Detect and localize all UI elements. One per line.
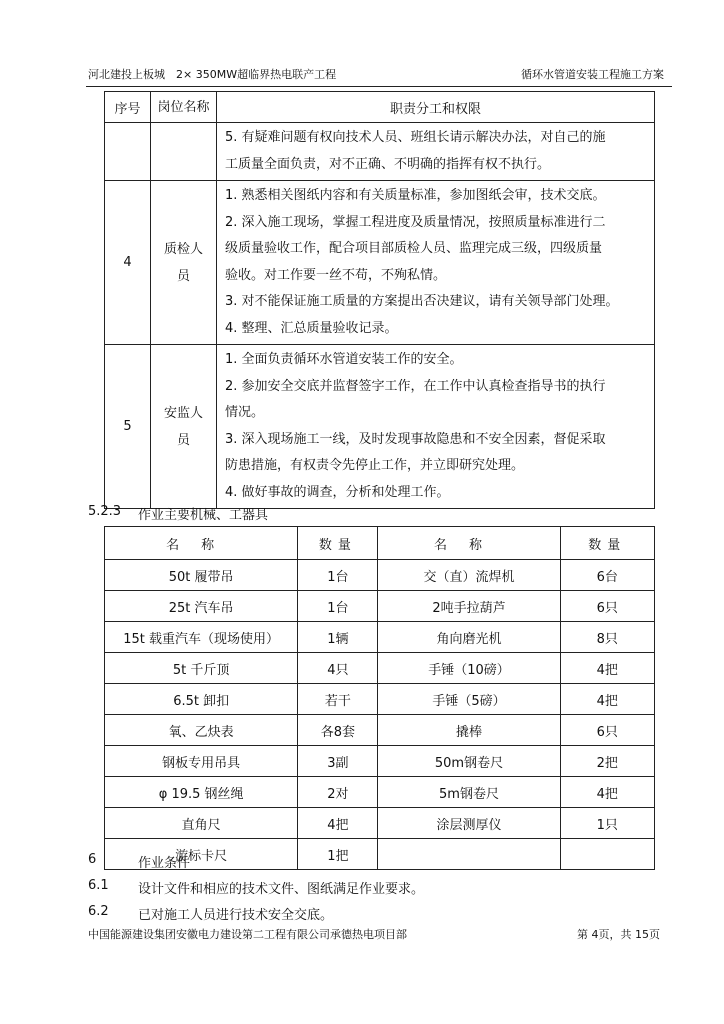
position-line: 质检人 [163,241,203,257]
footer-page-number: 第 4页，共 15页 [577,928,660,941]
duty-line: 3. 深入现场施工一线，及时发现事故隐患和不安全因素，督促采取 [225,431,606,447]
equipment-qty: 4把 [560,777,654,808]
duty-line: 3. 对不能保证施工质量的方案提出否决建议，请有关领导部门处理。 [225,294,619,309]
duty-line: 4. 整理、汇总质量验收记录。 [225,320,398,336]
equipment-name: 角向磨光机 [378,622,560,653]
col-header-qty: 数量 [298,527,378,560]
equipment-name: 交（直）流焊机 [378,560,560,591]
equipment-name: 游标卡尺 [105,839,298,870]
table-row [105,560,655,591]
equipment-qty: 2把 [560,746,654,777]
duty-line: 工质量全面负责，对不正确、不明确的指挥有权不执行。 [225,156,551,172]
responsibility-table [104,91,655,509]
equipment-rows [105,560,655,870]
equipment-name: 手锤（10磅） [378,653,560,684]
col-header-position: 岗位名称 [151,92,217,123]
equipment-name: 5m钢卷尺 [378,777,560,808]
equipment-name [378,839,560,870]
row-position [151,123,217,181]
position-line: 安监人 [163,405,203,421]
duty-line: 2. 参加安全交底并监督签字工作，在工作中认真检查指导书的执行 [225,378,606,394]
footer-company: 中国能源建设集团安徽电力建设第二工程有限公司承德热电项目部 [88,928,407,941]
position-line: 员 [176,432,190,448]
duty-line: 防患措施，有权责令先停止工作，并立即研究处理。 [225,458,525,473]
equipment-qty: 4把 [560,684,654,715]
equipment-qty: 4把 [298,808,378,839]
equipment-name: 50m钢卷尺 [378,746,560,777]
equipment-name: 钢板专用吊具 [105,746,298,777]
section-62-number: 6.2 [88,904,109,919]
equipment-name: 50t 履带吊 [105,560,298,591]
equipment-name: 2吨手拉葫芦 [378,591,560,622]
equipment-qty: 6只 [560,591,654,622]
equipment-qty: 4只 [298,653,378,684]
equipment-qty: 1把 [298,839,378,870]
header-document-title: 循环水管道安装工程施工方案 [521,68,664,81]
equipment-name: 6.5t 卸扣 [105,684,298,715]
equipment-name: 涂层测厚仪 [378,808,560,839]
col-header-duties: 职责分工和权限 [217,92,655,123]
col-header-no: 序号 [105,92,151,123]
equipment-name: 5t 千斤顶 [105,653,298,684]
duty-line: 1. 熟悉相关图纸内容和有关质量标准，参加图纸会审，技术交底。 [225,188,606,203]
header-project-title: 河北建投上板城 2× 350MW超临界热电联产工程 [88,68,337,81]
equipment-qty: 6台 [560,560,654,591]
table-row [105,715,655,746]
equipment-qty: 1只 [560,808,654,839]
equipment-qty: 1台 [298,560,378,591]
equipment-qty: 3副 [298,746,378,777]
equipment-name: 撬棒 [378,715,560,746]
table-row [105,684,655,715]
col-header-name: 名称 [378,527,560,560]
duty-line: 级质量验收工作，配合项目部质检人员、监理完成三级，四级质量 [225,241,603,256]
table-row [105,591,655,622]
col-header-name: 名称 [105,527,298,560]
equipment-name: 15t 载重汽车（现场使用） [105,622,298,653]
row-no: 4 [105,181,151,345]
equipment-qty: 若干 [298,684,378,715]
table-header-row [105,92,655,123]
table-row [105,123,655,181]
row-duties [217,181,655,345]
equipment-name: 直角尺 [105,808,298,839]
row-position [151,345,217,509]
equipment-table [104,526,655,870]
equipment-qty: 1辆 [298,622,378,653]
position-line: 员 [176,268,190,284]
row-no: 5 [105,345,151,509]
table-row [105,746,655,777]
table-row [105,345,655,509]
equipment-name: 25t 汽车吊 [105,591,298,622]
section-523-title: 作业主要机械、工器具 [138,508,269,523]
table-row [105,653,655,684]
section-61-number: 6.1 [88,878,109,893]
duty-line: 5. 有疑难问题有权向技术人员、班组长请示解决办法，对自己的施 [225,130,606,145]
table-header-row [105,527,655,560]
table-row [105,808,655,839]
row-no [105,123,151,181]
table-row [105,181,655,345]
equipment-name: 手锤（5磅） [378,684,560,715]
section-6-title: 作业条件 [138,856,191,871]
equipment-qty: 6只 [560,715,654,746]
equipment-name: 氧、乙炔表 [105,715,298,746]
section-6-number: 6 [88,852,97,867]
duty-line: 2. 深入施工现场，掌握工程进度及质量情况，按照质量标准进行二 [225,214,606,230]
row-duties [217,345,655,509]
equipment-qty: 2对 [298,777,378,808]
equipment-qty: 8只 [560,622,654,653]
table-row [105,622,655,653]
section-61-text: 设计文件和相应的技术文件、图纸满足作业要求。 [138,882,425,897]
equipment-qty: 各8套 [298,715,378,746]
equipment-qty: 1台 [298,591,378,622]
row-position [151,181,217,345]
row-duties [217,123,655,181]
equipment-qty: 4把 [560,653,654,684]
section-62-text: 已对施工人员进行技术安全交底。 [138,908,334,923]
section-523-number: 5.2.3 [88,504,122,519]
duty-line: 验收。对工作要一丝不苟，不殉私情。 [225,267,447,283]
col-header-qty: 数量 [560,527,654,560]
equipment-name: φ 19.5 钢丝绳 [105,777,298,808]
duty-line: 1. 全面负责循环水管道安装工作的安全。 [225,352,463,367]
header-rule [86,86,672,87]
equipment-qty [560,839,654,870]
duty-line: 情况。 [225,405,265,420]
table-row [105,777,655,808]
duty-line: 4. 做好事故的调查，分析和处理工作。 [225,484,450,500]
